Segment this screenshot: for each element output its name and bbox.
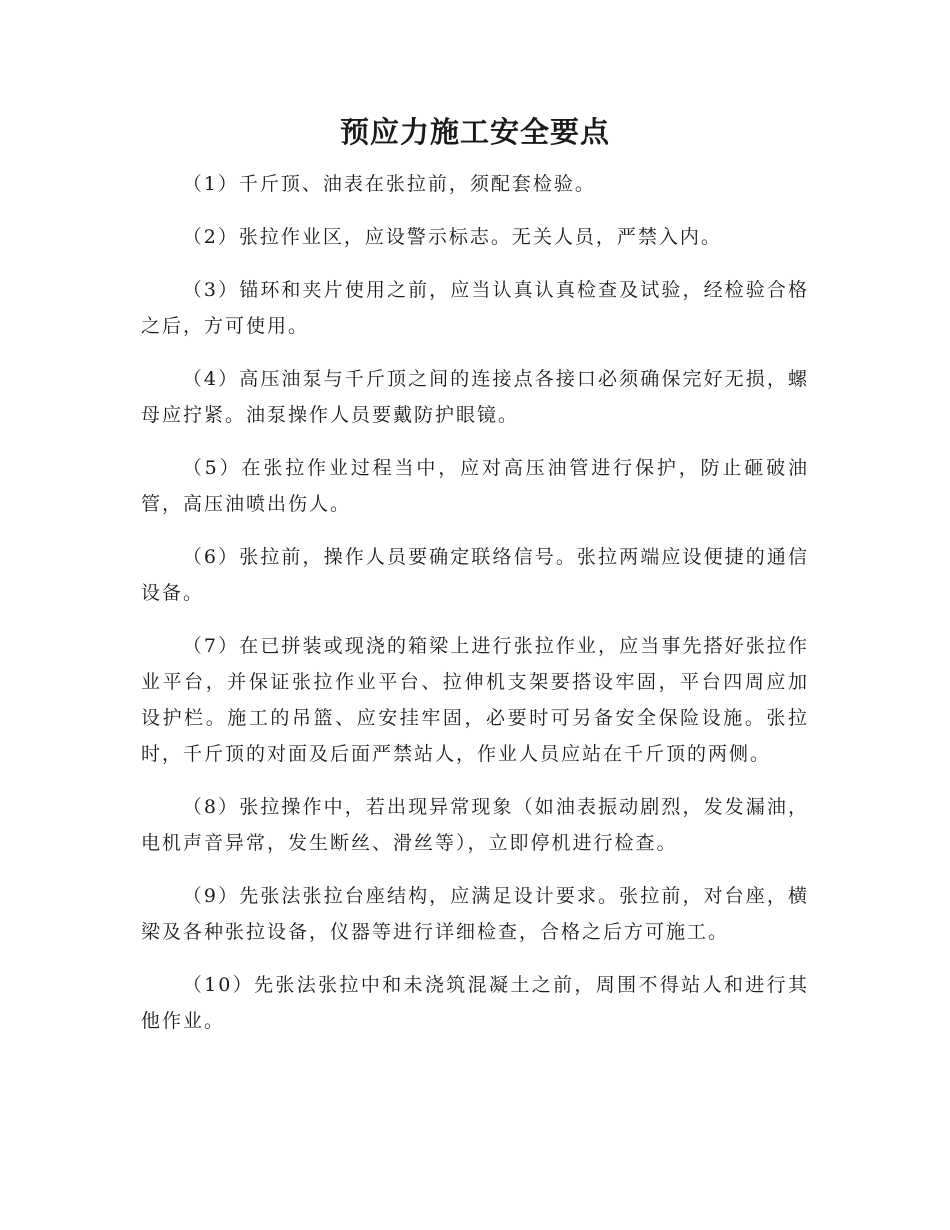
document-body [141, 166, 809, 1056]
paragraph-8: （8）张拉操作中，若出现异常现象（如油表振动剧烈，发发漏油，电机声音异常，发生断丝、滑丝等），立即停机进行检查。 [141, 796, 809, 854]
paragraph-10: （10）先张法张拉中和未浇筑混凝土之前，周围不得站人和进行其他作业。 [141, 974, 809, 1032]
document-title: 预应力施工安全要点 [339, 115, 610, 149]
paragraph-9: （9）先张法张拉台座结构，应满足设计要求。张拉前，对台座，横梁及各种张拉设备，仪器等进行详细检查，合格之后方可施工。 [141, 885, 809, 943]
paragraph-5: （5）在张拉作业过程当中，应对高压油管进行保护，防止砸破油管，高压油喷出伤人。 [141, 457, 809, 515]
paragraph-6: （6）张拉前，操作人员要确定联络信号。张拉两端应设便捷的通信设备。 [141, 546, 809, 604]
paragraph-3: （3）锚环和夹片使用之前，应当认真认真检查及试验，经检验合格之后，方可使用。 [141, 279, 809, 337]
paragraph-2: （2）张拉作业区，应设警示标志。无关人员，严禁入内。 [182, 226, 722, 248]
paragraph-7: （7）在已拼装或现浇的箱梁上进行张拉作业，应当事先搭好张拉作业平台，并保证张拉作业平台、拉伸机支架要搭设牢固，平台四周应加设护栏。施工的吊篮、应安挂牢固，必要时可另备安全保险设施。张拉时，千斤顶的对面及后面严禁站人，作业人员应站在千斤顶的两侧。 [141, 635, 809, 765]
paragraph-4: （4）高压油泵与千斤顶之间的连接点各接口必须确保完好无损，螺母应拧紧。油泵操作人员要戴防护眼镜。 [141, 368, 809, 426]
paragraph-1: （1）千斤顶、油表在张拉前，须配套检验。 [182, 173, 596, 195]
